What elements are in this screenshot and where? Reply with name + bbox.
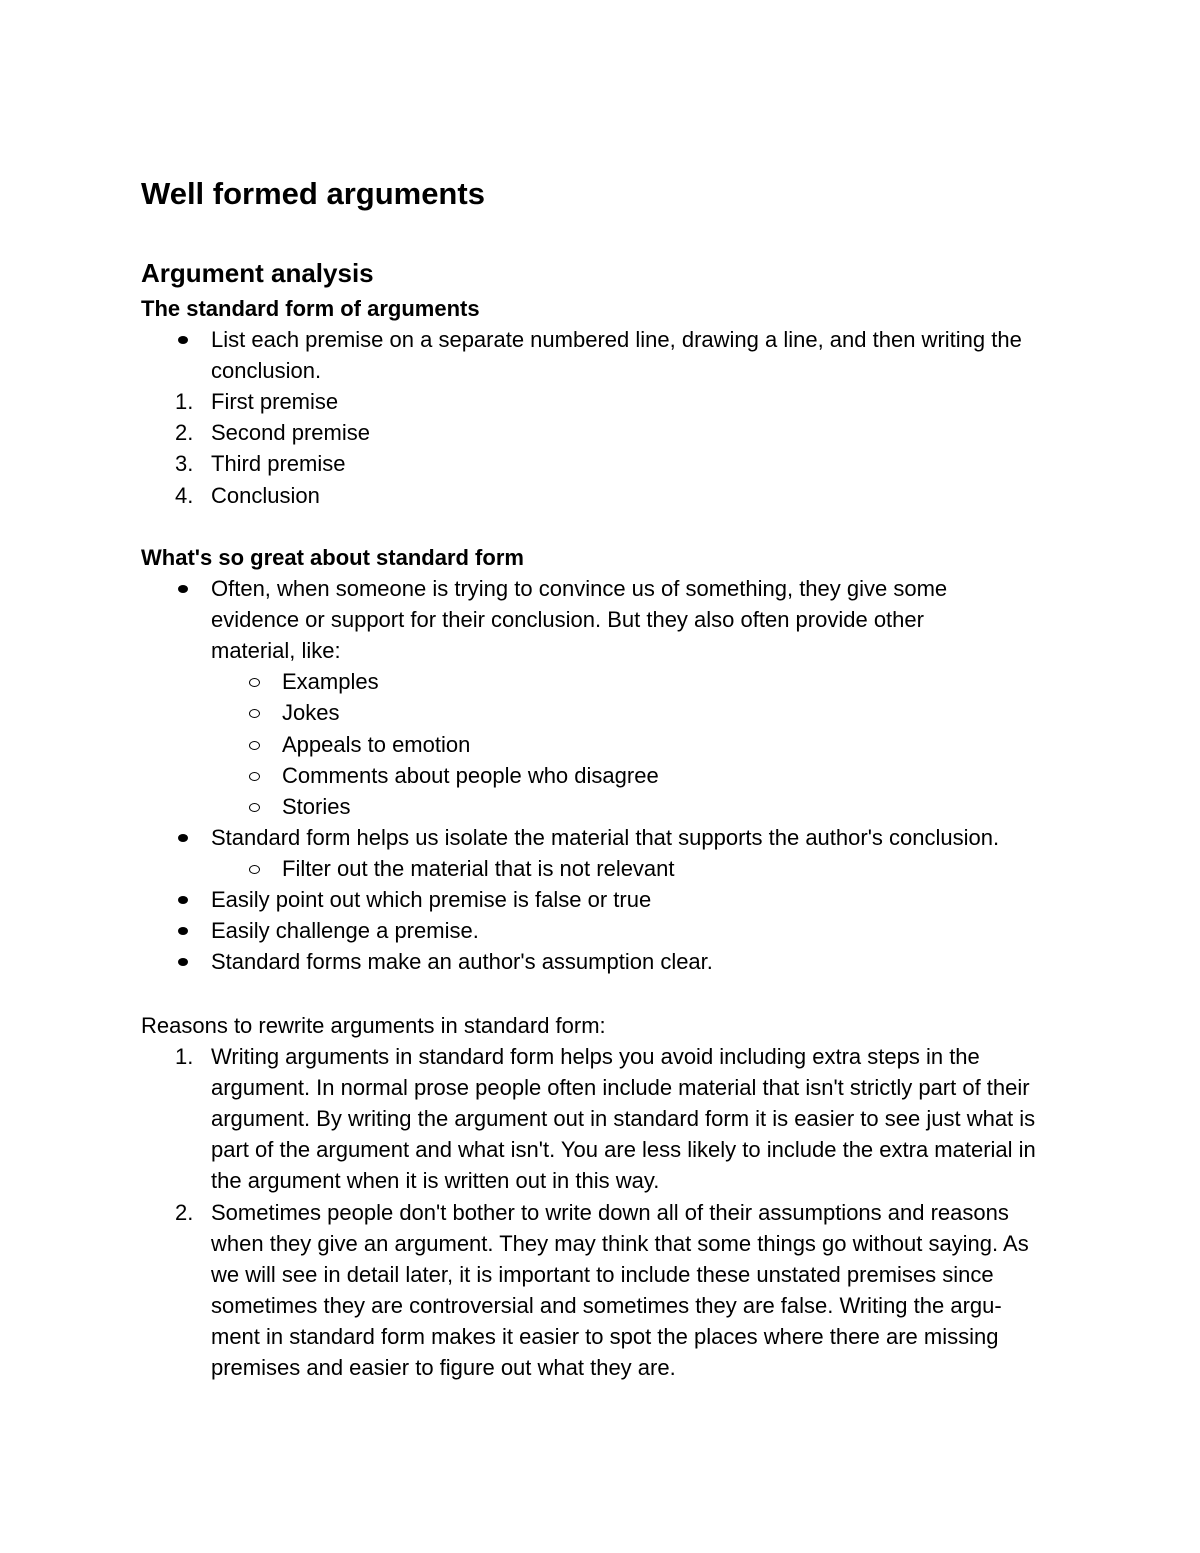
bullet-icon [178,336,188,344]
page-title: Well formed arguments [141,176,485,211]
list-item-text: Standard forms make an author's assumption clear. [211,949,713,975]
standard-form-section [141,293,1071,511]
list-item-text: Often, when someone is trying to convince us of something, they give some evidence or support for their conclusion. But they also often provide other material, like: [211,576,948,664]
list-number: 4. [175,482,194,508]
hollow-bullet-icon [249,741,260,750]
list-item [141,1197,1071,1384]
standard-form-heading: The standard form of arguments [141,296,480,321]
sub-list-item [141,729,1071,760]
sub-list-item [141,853,1071,884]
list-item [141,386,1071,417]
list-number: 3. [175,451,194,477]
bullet-icon [178,958,188,966]
list-item [141,448,1071,479]
list-item-text: Stories [282,793,351,819]
list-number: 2. [175,420,194,446]
great-section [141,542,1071,977]
list-number: 1. [175,1044,194,1070]
list-number: 2. [175,1199,194,1225]
list-item-text: Conclusion [211,482,320,508]
sub-list-item [141,791,1071,822]
list-item-text: Sometimes people don't bother to write down all of their assumptions and reasons when they give an argument. They may think that some things go without saying. As we will see in detail later, it is important to include these unstated premises since sometimes they are controversial and sometimes they are false. Writing the argu- ment in standard form makes it easier to spot the places where there are missing premises and easier to figure out what they are. [211,1199,1029,1381]
list-item-text: Easily point out which premise is false or true [211,887,652,913]
list-item-text: Appeals to emotion [282,731,471,757]
bullet-icon [178,927,188,935]
list-item-text: Examples [282,669,379,695]
list-item [141,573,1071,666]
list-item-text: Second premise [211,420,370,446]
list-item [141,480,1071,511]
list-item [141,1041,1071,1196]
reasons-section [141,1010,1071,1383]
list-number: 1. [175,389,194,415]
hollow-bullet-icon [249,678,260,687]
list-item-text: Comments about people who disagree [282,762,659,788]
hollow-bullet-icon [249,709,260,718]
sub-list-item [141,666,1071,697]
list-item [141,915,1071,946]
list-item [141,324,1071,386]
sub-list-item [141,760,1071,791]
list-item [141,946,1071,977]
bullet-icon [178,834,188,842]
list-item-text: Third premise [211,451,346,477]
list-item [141,417,1071,448]
hollow-bullet-icon [249,772,260,781]
list-item-text: List each premise on a separate numbered line, drawing a line, and then writing the conclusion. [211,327,1022,384]
hollow-bullet-icon [249,865,260,874]
reasons-intro: Reasons to rewrite arguments in standard form: [141,1013,606,1038]
hollow-bullet-icon [249,803,260,812]
list-item-text: Standard form helps us isolate the material that supports the author's conclusion. [211,824,1000,850]
list-item-text: First premise [211,389,339,415]
list-item-text: Writing arguments in standard form helps you avoid including extra steps in the argument. In normal prose people often include material that isn't strictly part of their argument. By writing the argument out in standard form it is easier to see just what is part of the argument and what isn't. You are less likely to include the extra material in the argument when it is written out in this way. [211,1044,1036,1194]
list-item-text: Easily challenge a premise. [211,918,479,944]
list-item-text: Filter out the material that is not relevant [282,855,675,881]
list-item-text: Jokes [282,700,340,726]
bullet-icon [178,585,188,593]
section-heading: Argument analysis [141,258,374,288]
bullet-icon [178,896,188,904]
list-item [141,822,1071,853]
list-item [141,884,1071,915]
sub-list-item [141,697,1071,728]
great-heading: What's so great about standard form [141,545,524,570]
